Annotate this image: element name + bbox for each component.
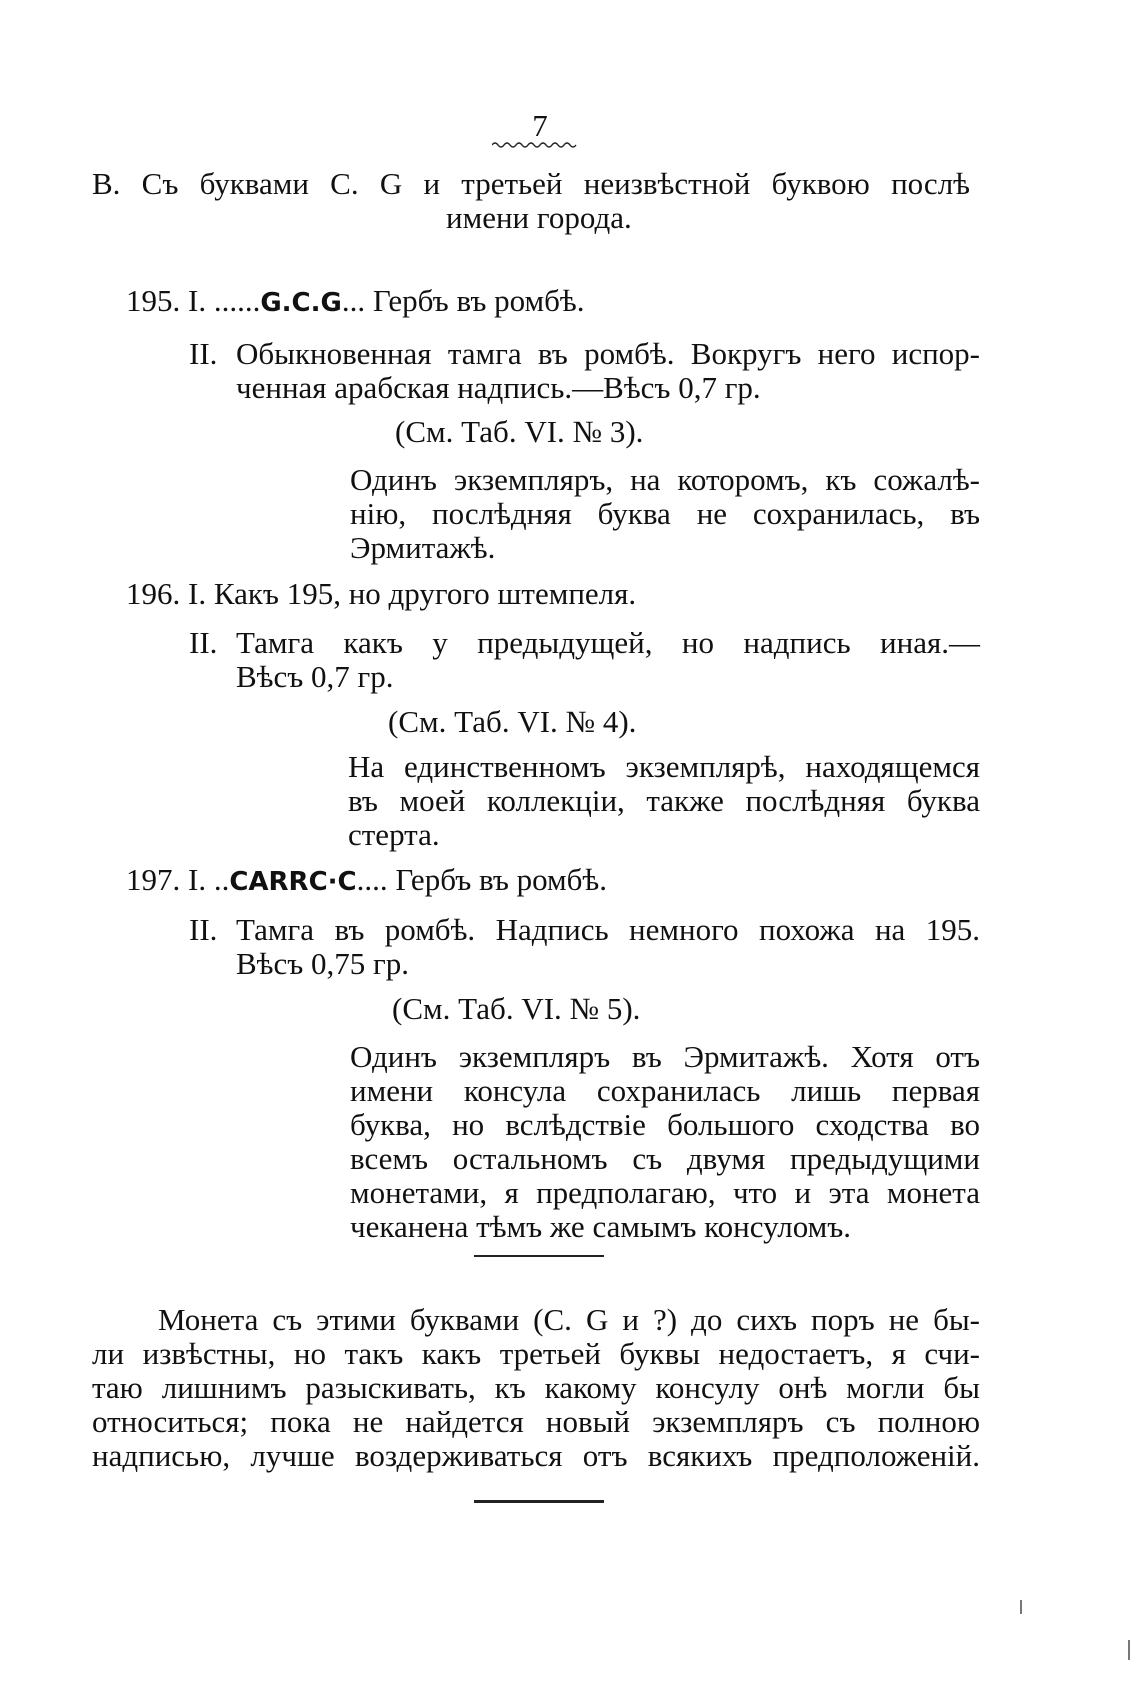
entry-197-reverse-line1: Тамга въ ромбѣ. Надпись немного похожа на 195. (236, 912, 980, 947)
entry-195-reference: (См. Таб. VI. № 3). (395, 414, 644, 449)
entry-196-reverse-line1: Тамга какъ у предыдущей, но надпись иная.— (236, 625, 980, 660)
entry-196-note-line1: На единственномъ экземплярѣ, находящемся (348, 749, 980, 784)
scan-mark (1128, 1640, 1130, 1660)
entry-195-number: 195. I. (126, 283, 207, 318)
entry-197-note-line6: чеканена тѣмъ же самымъ консуломъ. (350, 1209, 852, 1244)
entry-196-reverse-line2: Вѣсъ 0,7 гр. (236, 659, 394, 694)
entry-197-number: 197. I. (126, 862, 207, 897)
end-rule (474, 1500, 604, 1503)
conclusion-line1: Монета съ этими буквами (С. G и ?) до сихъ поръ не бы- (158, 1302, 980, 1337)
page-number: 7 (532, 108, 548, 143)
conclusion-line5: надписью, лучше воздерживаться отъ всякихъ предположеній. (92, 1438, 980, 1473)
conclusion-line2: ли извѣстны, но такъ какъ третьей буквы недостаетъ, я счи- (92, 1336, 980, 1371)
entry-197-reference: (См. Таб. VI. № 5). (392, 991, 641, 1026)
entry-196-reference: (См. Таб. VI. № 4). (388, 704, 637, 739)
entry-196-reverse-label: II. (189, 625, 218, 660)
entry-195-note-line2: нію, послѣдняя буква не сохранилась, въ (350, 496, 980, 531)
entry-197-note-line2: имени консула сохранилась лишь первая (350, 1073, 980, 1108)
entry-195-reverse-label: II. (189, 336, 218, 371)
scan-mark (1020, 1600, 1022, 1614)
entry-196-obverse-text: Какъ 195, но другого штемпеля. (213, 576, 637, 611)
ornament-wave (492, 141, 578, 149)
entry-195-obverse (126, 284, 585, 320)
conclusion-line3: таю лишнимъ разыскивать, къ какому консулу онѣ могли бы (92, 1370, 980, 1405)
entry-197-obverse-text: .... Гербъ въ ромбѣ. (356, 862, 608, 897)
entry-197-note-line4: всемъ остальномъ съ двумя предыдущими (350, 1141, 980, 1176)
entry-195-obverse-text: ... Гербъ въ ромбѣ. (341, 283, 585, 318)
entry-197-reverse-line2: Вѣсъ 0,75 гр. (236, 946, 410, 981)
entry-196-note-line3: стерта. (348, 817, 440, 852)
entry-197-note-line3: буква, но вслѣдствіе большого сходства во (350, 1107, 980, 1142)
section-heading-line2: имени города. (446, 200, 632, 235)
entry-195-note-line3: Эрмитажѣ. (350, 530, 496, 565)
entry-197-note-line1: Одинъ экземпляръ въ Эрмитажѣ. Хотя отъ (350, 1039, 980, 1074)
entry-196-note-line2: въ моей коллекціи, также послѣдняя буква (348, 783, 980, 818)
entry-197-note-line5: монетами, я предполагаю, что и эта монета (350, 1175, 980, 1210)
entry-197-legend: CARRC·C (229, 867, 357, 897)
entry-196-obverse (126, 577, 636, 611)
entry-195-note-line1: Одинъ экземпляръ, на которомъ, къ сожалѣ- (350, 462, 980, 497)
entry-197-prefix: .. (213, 862, 230, 897)
entry-197-obverse (126, 863, 607, 899)
entry-195-reverse-line1: Обыкновенная тамга въ ромбѣ. Вокругъ него испор- (236, 336, 980, 371)
entry-197-reverse-label: II. (189, 912, 218, 947)
section-heading-line1: В. Съ буквами С. G и третьей неизвѣстной буквою послѣ (92, 166, 970, 201)
conclusion-line4: относиться; пока не найдется новый экземпляръ съ полною (92, 1404, 980, 1439)
entry-195-legend: G.C.G (260, 288, 342, 318)
separator-rule (474, 1255, 604, 1257)
entry-195-prefix: ...... (213, 283, 261, 318)
entry-195-reverse-line2: ченная арабская надпись.—Вѣсъ 0,7 гр. (236, 370, 761, 405)
entry-196-number: 196. I. (126, 576, 207, 611)
